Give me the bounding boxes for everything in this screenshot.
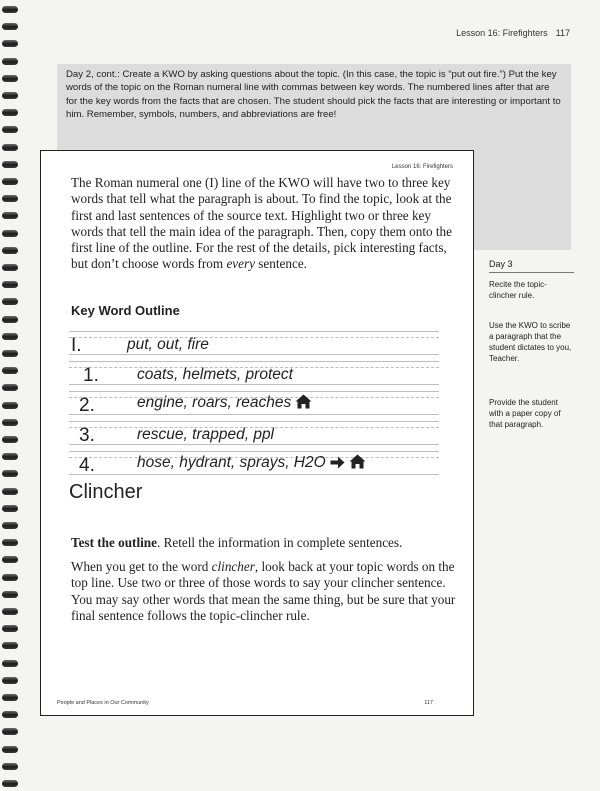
kwo-words: put, out, fire xyxy=(127,336,209,353)
spiral-ring xyxy=(2,281,18,288)
test-outline-bold: Test the outline xyxy=(71,535,157,550)
clincher-label: Clincher xyxy=(69,481,143,503)
kwo-row-1 xyxy=(69,361,439,385)
intro-text: The Roman numeral one (I) line of the KWO will have two to three key words that tell what the paragraph is about. To find the topic, look at the first and last sentences of the source text. Highlight two or three key words that tell the main idea of the paragraph. Then, copy them onto the first line of the outline. For the rest of the details, pick interesting facts, but don’t choose words from xyxy=(71,175,452,272)
spiral-ring xyxy=(2,453,18,460)
clincher-paragraph xyxy=(71,559,461,624)
spiral-ring xyxy=(2,780,18,787)
arrow-right-icon xyxy=(330,456,345,474)
house-icon xyxy=(349,454,366,474)
test-outline-paragraph xyxy=(71,535,461,551)
spiral-ring xyxy=(2,40,18,47)
kwo-row-topic xyxy=(69,331,439,355)
spiral-ring xyxy=(2,574,18,581)
kwo-words-with-icons xyxy=(137,454,366,474)
spiral-ring xyxy=(2,419,18,426)
intro-emphasis: every xyxy=(226,256,255,272)
page-number: 117 xyxy=(555,28,570,38)
spiral-ring xyxy=(2,384,18,391)
kwo-words: hose, hydrant, sprays, H2O xyxy=(137,454,326,471)
sidebar-note: Use the KWO to scribe a paragraph that the student dictates to you, Teacher. xyxy=(489,321,572,363)
sidebar-note: Provide the student with a paper copy of that paragraph. xyxy=(489,398,561,429)
house-icon xyxy=(295,394,312,414)
day-label: Day 3 xyxy=(489,259,574,273)
student-page-footer xyxy=(57,700,457,706)
spiral-ring xyxy=(2,58,18,65)
spiral-ring xyxy=(2,126,18,133)
spiral-ring xyxy=(2,23,18,30)
book-title: People and Places in Our Community xyxy=(57,700,149,706)
kwo-title: Key Word Outline xyxy=(71,303,180,318)
lesson-title: Lesson 16: Firefighters xyxy=(456,28,548,38)
spiral-ring xyxy=(2,660,18,667)
intro-text-end: sentence. xyxy=(254,256,307,272)
student-page-number: 117 xyxy=(424,700,433,706)
spiral-ring xyxy=(2,298,18,305)
kwo-row-3 xyxy=(69,421,439,445)
test-outline-text: . Retell the information in complete sentences. xyxy=(156,535,403,550)
spiral-ring xyxy=(2,608,18,615)
spiral-ring xyxy=(2,677,18,684)
spiral-ring xyxy=(2,144,18,151)
spiral-ring xyxy=(2,522,18,529)
kwo-words: coats, helmets, protect xyxy=(137,366,293,383)
clincher-text: When you get to the word xyxy=(71,559,212,574)
kwo-words-with-icon xyxy=(137,394,312,414)
page-header xyxy=(456,28,570,38)
spiral-ring xyxy=(2,367,18,374)
spiral-ring xyxy=(2,75,18,82)
spiral-ring xyxy=(2,470,18,477)
kwo-numeral: I. xyxy=(71,335,82,356)
clincher-text-end: , look back at your topic words on the top line. Use two or three of those words to say your clincher sentence. You may say other words that mean the same thing, but be sure that your final sentence follows the topic-clincher rule. xyxy=(71,559,456,623)
spiral-ring xyxy=(2,711,18,718)
spiral-ring xyxy=(2,728,18,735)
spiral-ring xyxy=(2,195,18,202)
spiral-ring xyxy=(2,333,18,340)
spiral-ring xyxy=(2,488,18,495)
student-page xyxy=(40,150,474,716)
spiral-ring xyxy=(2,436,18,443)
spiral-ring xyxy=(2,539,18,546)
kwo-numeral: 3. xyxy=(79,425,95,446)
spiral-ring xyxy=(2,264,18,271)
spiral-ring xyxy=(2,161,18,168)
spiral-ring xyxy=(2,178,18,185)
spiral-ring xyxy=(2,230,18,237)
kwo-row-2 xyxy=(69,391,439,415)
spiral-ring xyxy=(2,109,18,116)
spiral-ring xyxy=(2,694,18,701)
spiral-ring xyxy=(2,316,18,323)
kwo-words: rescue, trapped, ppl xyxy=(137,426,275,443)
spiral-ring xyxy=(2,763,18,770)
intro-paragraph xyxy=(71,175,461,273)
kwo-numeral: 2. xyxy=(79,395,95,416)
spiral-ring xyxy=(2,212,18,219)
spiral-ring xyxy=(2,642,18,649)
spiral-ring xyxy=(2,556,18,563)
clincher-emphasis: clincher xyxy=(211,559,255,574)
sidebar-note: Recite the topic-clincher rule. xyxy=(489,280,547,300)
kwo-numeral: 4. xyxy=(79,455,95,476)
kwo-numeral: 1. xyxy=(83,365,99,386)
spiral-ring xyxy=(2,746,18,753)
instructions-text: Day 2, cont.: Create a KWO by asking questions about the topic. (In this case, the topic is “put out fire.”) Put the key words of the topic on the Roman numeral line with commas between key words. The numbered lines after that are for the key words from the facts that are chosen. The student should pick the facts that are interesting or important to him. Remember, symbols, numbers, and abbreviations are free! xyxy=(66,69,561,121)
kwo-words: engine, roars, reaches xyxy=(137,394,292,411)
spiral-ring xyxy=(2,591,18,598)
spiral-ring xyxy=(2,247,18,254)
spiral-ring xyxy=(2,505,18,512)
spiral-ring xyxy=(2,625,18,632)
spiral-ring xyxy=(2,6,18,13)
kwo-row-4 xyxy=(69,451,439,475)
student-page-header: Lesson 16: Firefighters xyxy=(391,164,453,170)
spiral-ring xyxy=(2,350,18,357)
spiral-ring xyxy=(2,92,18,99)
spiral-binding xyxy=(0,0,22,791)
spiral-ring xyxy=(2,402,18,409)
